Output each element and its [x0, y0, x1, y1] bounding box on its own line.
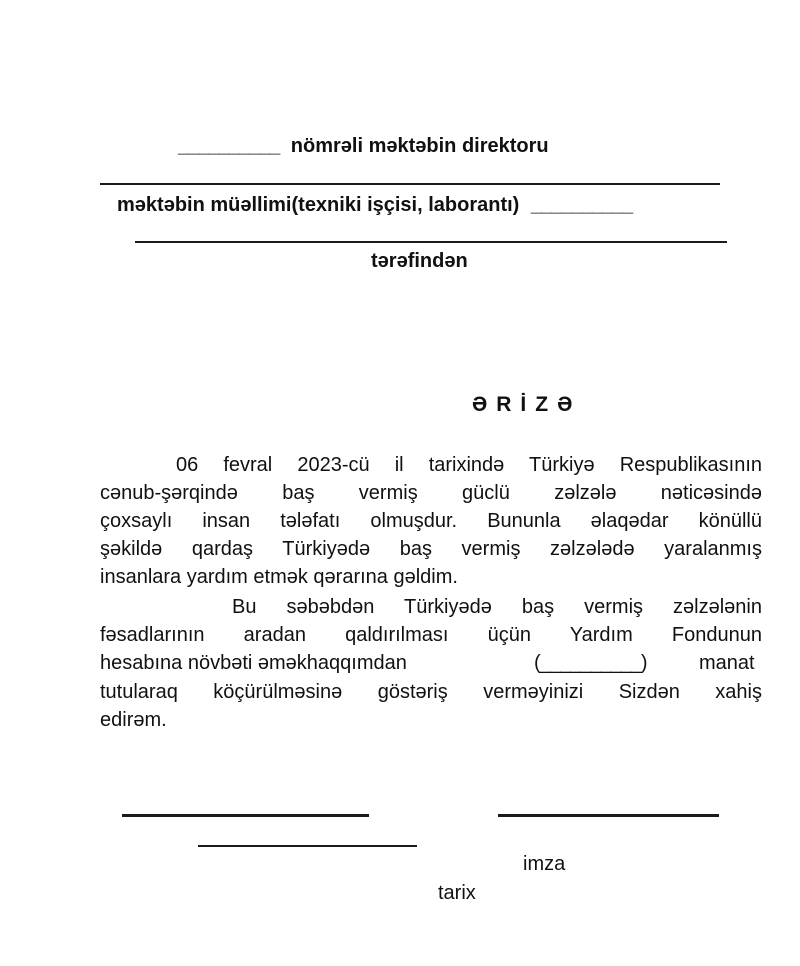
- document-title: ƏRİZƏ: [472, 393, 582, 416]
- body-p2-line3c: manat: [699, 652, 755, 674]
- header-line3: [117, 193, 632, 217]
- header-blank-3: __________: [530, 194, 633, 216]
- header-blank-line-4: [135, 241, 727, 243]
- body-p1-line2: cənub-şərqində baş vermiş güclü zəlzələ nəticəsində: [100, 482, 762, 504]
- header-line1-text: nömrəli məktəbin direktoru: [290, 135, 549, 157]
- body-p1-line5: insanlara yardım etmək qərarına gəldim.: [100, 566, 458, 588]
- body-p2-line5: edirəm.: [100, 709, 167, 731]
- header-line3-text: məktəbin müəllimi(texniki işçisi, laborantı): [117, 194, 520, 216]
- body-p2-line3b: (__________): [534, 652, 647, 674]
- imza-label: imza: [523, 853, 566, 875]
- header-blank-1: __________: [178, 135, 280, 157]
- body-p2-line2: fəsadlarının aradan qaldırılması üçün Yardım Fondunun: [100, 624, 762, 646]
- signature-line-right: [498, 814, 719, 817]
- header-line5-text: tərəfindən: [371, 250, 468, 272]
- body-p1-line1-text: 06 fevral 2023-cü il tarixində Türkiyə Respublikasının: [176, 454, 762, 476]
- tarix-label: tarix: [438, 882, 476, 904]
- body-p2-line1: Bu səbəbdən Türkiyədə baş vermiş zəlzələnin: [232, 596, 762, 618]
- body-p1-line1: [176, 452, 762, 478]
- signature-line-left: [122, 814, 369, 817]
- date-line: [198, 845, 417, 847]
- body-p1-line4: şəkildə qardaş Türkiyədə baş vermiş zəlzələdə yaralanmış: [100, 538, 762, 560]
- header-line1: [178, 134, 549, 158]
- body-p2-line4: tutularaq köçürülməsinə göstəriş verməyinizi Sizdən xahiş: [100, 681, 762, 703]
- header-blank-line-2: [100, 183, 720, 185]
- body-p1-line3: çoxsaylı insan tələfatı olmuşdur. Bununla əlaqədar könüllü: [100, 510, 762, 532]
- body-p2-line3a: hesabına növbəti əməkhaqqımdan: [100, 652, 407, 674]
